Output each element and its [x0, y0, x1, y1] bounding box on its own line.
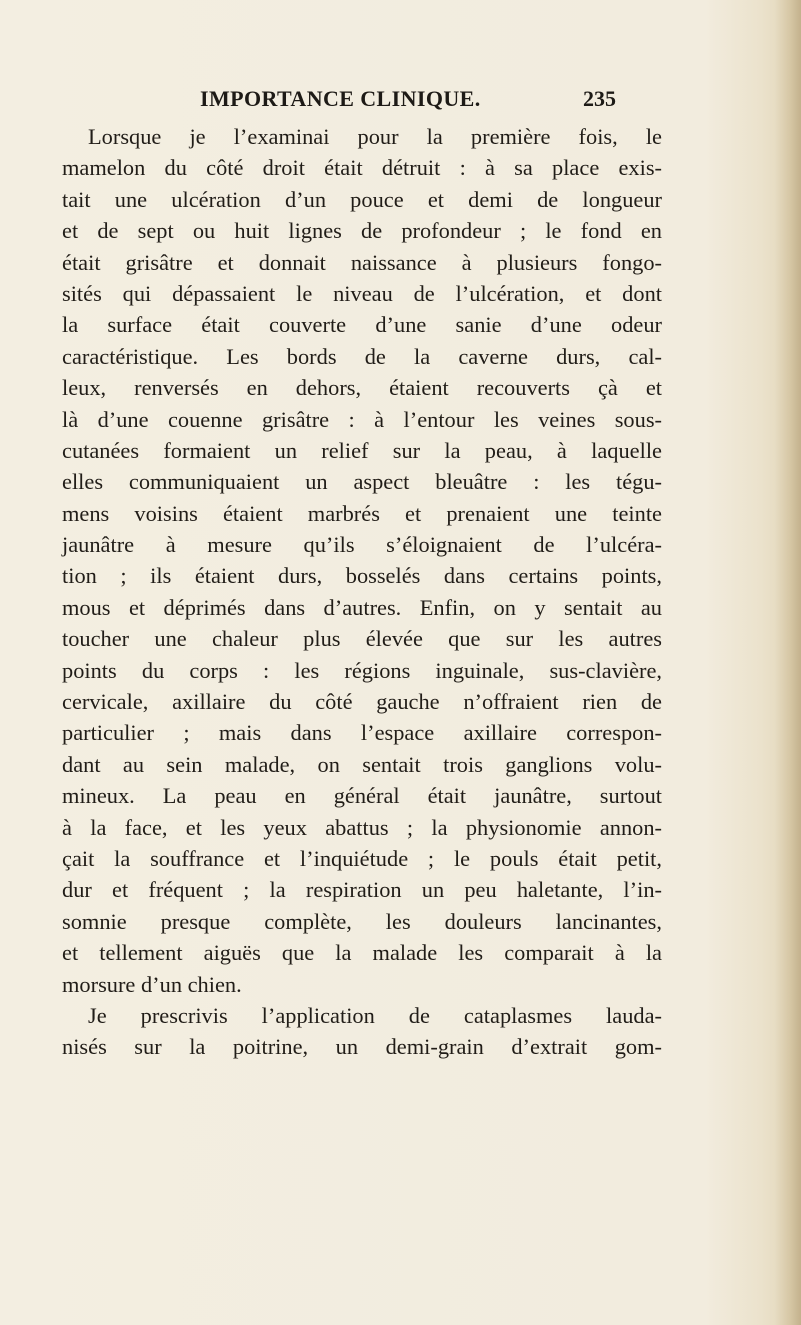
text-line: tait une ulcération d’un pouce et demi de longueur	[62, 186, 662, 212]
text-line: çait la souffrance et l’inquiétude ; le pouls était petit,	[62, 845, 662, 871]
text-line: la surface était couverte d’une sanie d’une odeur	[62, 312, 662, 338]
text-line: Je prescrivis l’application de cataplasmes lauda-	[88, 1002, 662, 1028]
text-line: caractéristique. Les bords de la caverne durs, cal-	[62, 343, 662, 369]
text-line: sités qui dépassaient le niveau de l’ulcération, et dont	[62, 280, 662, 306]
text-line: tion ; ils étaient durs, bosselés dans certains points,	[62, 563, 662, 589]
text-line: cervicale, axillaire du côté gauche n’offraient rien de	[62, 689, 662, 715]
text-line: là d’une couenne grisâtre : à l’entour les veines sous-	[62, 406, 662, 432]
text-line: mineux. La peau en général était jaunâtre, surtout	[62, 783, 662, 809]
text-line: somnie presque complète, les douleurs lancinantes,	[62, 908, 662, 934]
text-line: mamelon du côté droit était détruit : à sa place exis-	[62, 155, 662, 181]
text-line: leux, renversés en dehors, étaient recouverts çà et	[62, 375, 662, 401]
body-text	[62, 121, 662, 1063]
text-line: elles communiquaient un aspect bleuâtre : les tégu-	[62, 469, 662, 495]
text-line: jaunâtre à mesure qu’ils s’éloignaient de l’ulcéra-	[62, 532, 662, 558]
text-line: était grisâtre et donnait naissance à plusieurs fongo-	[62, 249, 662, 275]
text-line: mous et déprimés dans d’autres. Enfin, on y sentait au	[62, 594, 662, 620]
text-line: mens voisins étaient marbrés et prenaient une teinte	[62, 500, 662, 526]
text-line: et tellement aiguës que la malade les comparait à la	[62, 940, 662, 966]
running-title: IMPORTANCE CLINIQUE.	[200, 86, 481, 111]
page-edge-shadow	[775, 0, 801, 1325]
text-line: morsure d’un chien.	[62, 971, 242, 997]
text-line: à la face, et les yeux abattus ; la physionomie annon-	[62, 814, 662, 840]
page-number: 235	[583, 86, 616, 111]
text-line: cutanées formaient un relief sur la peau, à laquelle	[62, 437, 662, 463]
text-line: dant au sein malade, on sentait trois ganglions volu-	[62, 751, 662, 777]
text-line: points du corps : les régions inguinale, sus-clavière,	[62, 657, 662, 683]
text-line: Lorsque je l’examinai pour la première fois, le	[88, 124, 662, 149]
page-header	[0, 86, 801, 116]
text-line: dur et fréquent ; la respiration un peu haletante, l’in-	[62, 877, 662, 903]
text-line: toucher une chaleur plus élevée que sur les autres	[62, 626, 662, 652]
text-line: nisés sur la poitrine, un demi-grain d’extrait gom-	[62, 1034, 662, 1060]
text-line: particulier ; mais dans l’espace axillaire correspon-	[62, 720, 662, 746]
text-line: et de sept ou huit lignes de profondeur ; le fond en	[62, 218, 662, 244]
